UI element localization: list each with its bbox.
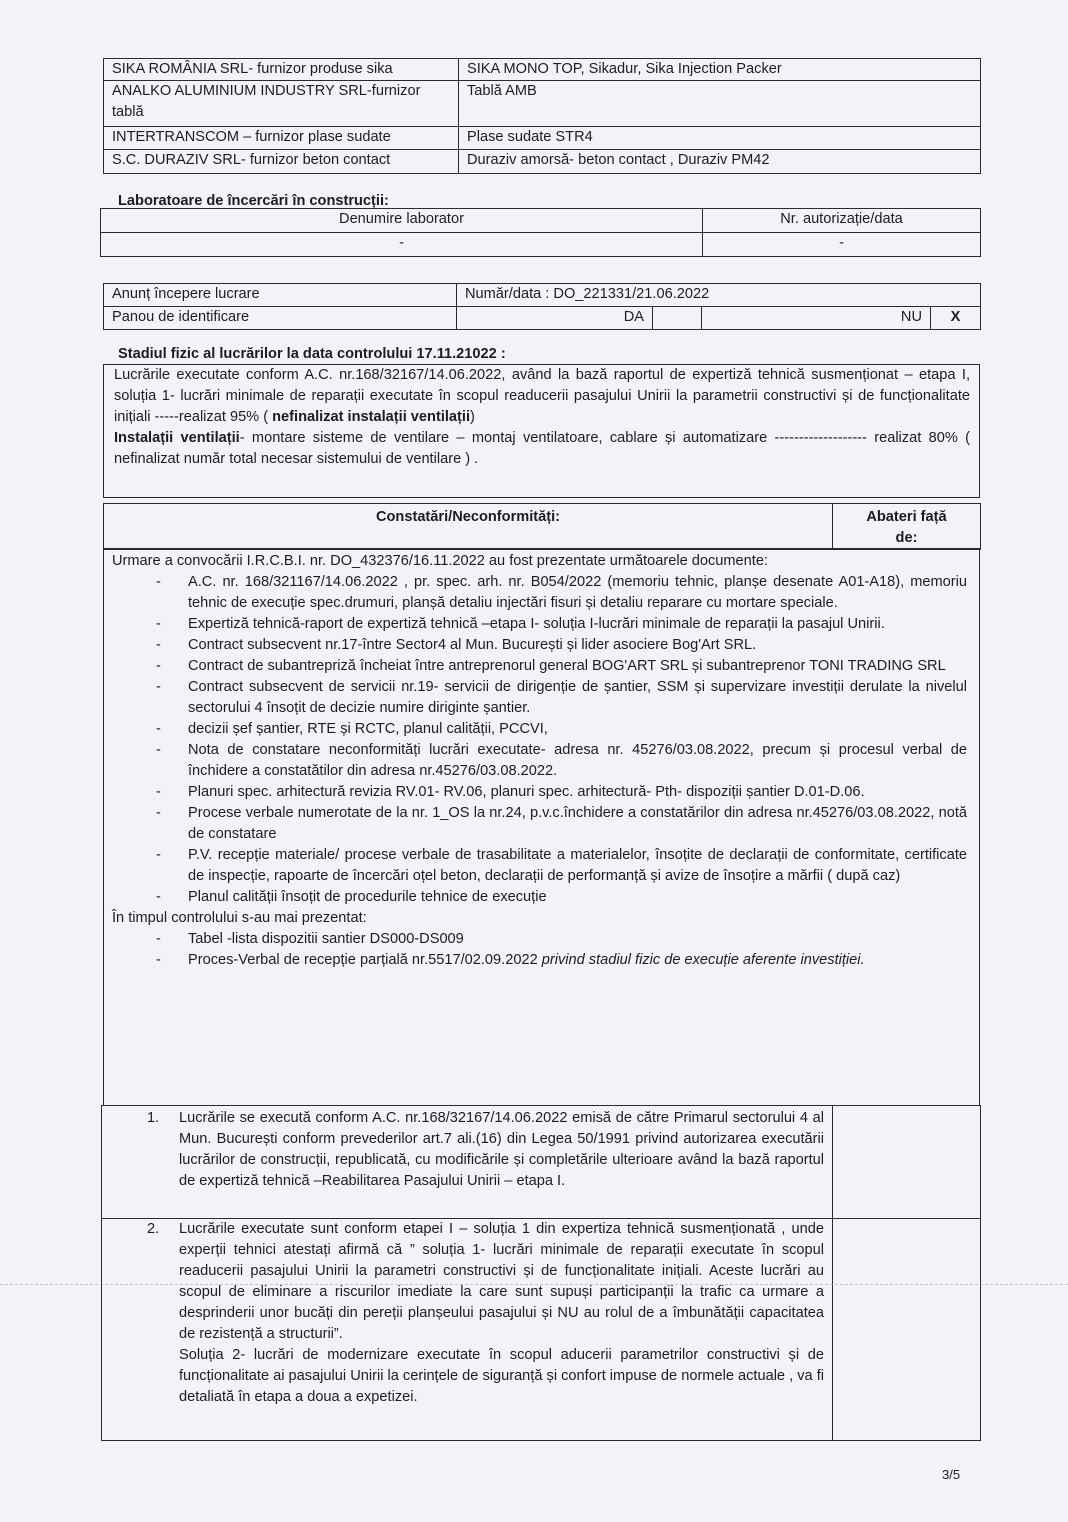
supplier-product: Plase sudate STR4 xyxy=(459,127,981,150)
lab-auth-value: - xyxy=(703,233,981,257)
panel-nu-label: NU xyxy=(702,307,931,330)
extra-documents-list xyxy=(112,929,967,971)
finding-item-body xyxy=(110,1108,824,1192)
supplier-row xyxy=(104,81,981,127)
list-item: - Planuri spec. arhitectură revizia RV.01- RV.06, planuri spec. arhitectură- Pth- dispoziții șantier D.01-D.06. xyxy=(188,782,967,803)
status-heading: Stadiul fizic al lucrărilor la data controlului 17.11.21022 : xyxy=(118,346,506,362)
supplier-row xyxy=(104,150,981,174)
ventilation-text: - montare sisteme de ventilare – montaj ventilatoare, cablare și automatizare ------------------- realizat 80% ( nefinalizat număr total necesar sistemului de ventilare ) . xyxy=(114,430,970,467)
ventilation-label: Instalații ventilații xyxy=(114,430,240,446)
item-deviation-cell xyxy=(833,1219,981,1441)
partial-reception-text: Proces-Verbal de recepție parțială nr.5517/02.09.2022 xyxy=(188,952,542,968)
announce-value: Număr/data : DO_221331/21.06.2022 xyxy=(457,284,981,307)
list-item xyxy=(188,950,967,971)
list-item: - Expertiză tehnică-raport de expertiză tehnică –etapa I- soluția I-lucrări minimale de reparații la pasajul Unirii. xyxy=(188,614,967,635)
finding-item-1 xyxy=(102,1106,833,1219)
labs-heading: Laboratoare de încercări în construcții: xyxy=(118,193,389,209)
list-item: - Procese verbale numerotate de la nr. 1_OS la nr.24, p.v.c.închidere a constatărilor din adresa nr.45276/03.08.2022, notă de constatare xyxy=(188,803,967,845)
status-text: Lucrările executate conform A.C. nr.168/32167/14.06.2022, având la bază raportul de expertiză tehnică susmenționat – etapa I, soluția 1- lucrări minimale de reparații executate în scopul readucerii pasajului Unirii la parametrii constructivi și de funcționalitate inițiali -----realizat 95% ( xyxy=(114,367,970,425)
announce-row xyxy=(104,284,981,307)
list-item: - Contract subsecvent nr.17-între Sector4 al Mun. București și lider asociere Bog'Art SRL. xyxy=(188,635,967,656)
documents-list xyxy=(112,572,967,908)
table-row xyxy=(102,1219,981,1441)
partial-reception-italic: privind stadiul fizic de execuție aferente investiției. xyxy=(541,952,865,968)
status-text-end: ) xyxy=(470,409,475,425)
panel-nu-checkbox[interactable]: X xyxy=(931,307,981,330)
list-item: - Contract subsecvent de servicii nr.19- servicii de dirigenție de șantier, SSM și supervizare investiții derulate la nivelul sectorului 4 însoțit de decizie numire diriginte șantier. xyxy=(188,677,967,719)
supplier-name: S.C. DURAZIV SRL- furnizor beton contact xyxy=(104,150,459,174)
status-box xyxy=(103,364,980,498)
announce-label: Anunț începere lucrare xyxy=(104,284,457,307)
panel-label: Panou de identificare xyxy=(104,307,457,330)
item-number: 2. xyxy=(147,1221,160,1237)
findings-items-table xyxy=(101,1105,981,1441)
list-item: - A.C. nr. 168/321167/14.06.2022 , pr. spec. arh. nr. B054/2022 (memoriu tehnic, planșe desenate A01-A18), memoriu tehnic de execuție spec.drumuri, planșă detaliu injectări fisuri și detaliu reparare cu mortare speciale. xyxy=(188,572,967,614)
supplier-name: ANALKO ALUMINIUM INDUSTRY SRL-furnizor tablă xyxy=(104,81,459,127)
status-paragraph-1 xyxy=(114,365,970,428)
during-control-label: În timpul controlului s-au mai prezentat: xyxy=(112,910,367,926)
findings-body xyxy=(103,548,980,1106)
supplier-name: SIKA ROMÂNIA SRL- furnizor produse sika xyxy=(104,59,459,81)
item-number: 1. xyxy=(147,1110,160,1126)
status-unfinished-note: nefinalizat instalații ventilații xyxy=(272,409,471,425)
findings-header-row xyxy=(104,504,981,550)
findings-intro: Urmare a convocării I.R.C.B.I. nr. DO_432376/16.11.2022 au fost prezentate următoarele documente: xyxy=(112,553,768,569)
list-item: - Contract de subantrepriză încheiat între antreprenorul general BOG'ART SRL și subantreprenor TONI TRADING SRL xyxy=(188,656,967,677)
lab-auth-header: Nr. autorizație/data xyxy=(703,209,981,233)
announce-table xyxy=(103,283,981,330)
supplier-name: INTERTRANSCOM – furnizor plase sudate xyxy=(104,127,459,150)
supplier-product: Tablă AMB xyxy=(459,81,981,127)
list-item: - decizii șef șantier, RTE și RCTC, planul calității, PCCVI, xyxy=(188,719,967,740)
suppliers-table xyxy=(103,58,981,174)
panel-row xyxy=(104,307,981,330)
status-paragraph-2 xyxy=(114,428,970,470)
item-text-second: Soluția 2- lucrări de modernizare executate în scopul aducerii parametrilor constructivi și de funcționalitate ai pasajului Unirii la cerințele de siguranță și confort impuse de normele actuale , va fi detaliată în etapa a doua a expetizei. xyxy=(179,1347,824,1405)
findings-title: Constatări/Neconformități: xyxy=(104,504,833,550)
list-item: - Tabel -lista dispozitii santier DS000-DS009 xyxy=(188,929,967,950)
lab-name-header: Denumire laborator xyxy=(101,209,703,233)
item-deviation-cell xyxy=(833,1106,981,1219)
labs-header-row xyxy=(101,209,981,233)
labs-table xyxy=(100,208,981,257)
findings-header-table xyxy=(103,503,981,550)
list-item: - P.V. recepție materiale/ procese verbale de trasabilitate a materialelor, însoțite de declarații de conformitate, certificate de inspecție, rapoarte de încercări oțel beton, declarații de performanță și avize de însoțire a mărfii ( după caz) xyxy=(188,845,967,887)
item-text: Lucrările executate sunt conform etapei I – soluția 1 din expertiza tehnică susmenționată , unde experții tehnici atestați afirmă că ” soluția 1- lucrări minimale de reparații executate în scopul readucerii pasajului Unirii la parametri constructivi și de funcționalitate inițiali. Aceste lucrări au scopul de eliminare a riscurilor imediate la care sunt supuși participanții la trafic ca urmare a desprinderii unor bucăți din pereții planșeului pasajului și NU au rolul de a îmbunătății capacitatea de rezistență a structurii”. xyxy=(179,1221,824,1342)
paper-fold-line xyxy=(0,1284,1068,1285)
labs-row xyxy=(101,233,981,257)
lab-name-value: - xyxy=(101,233,703,257)
supplier-row xyxy=(104,127,981,150)
finding-item-2 xyxy=(102,1219,833,1441)
supplier-product: Duraziv amorsă- beton contact , Duraziv PM42 xyxy=(459,150,981,174)
list-item: - Planul calității însoțit de procedurile tehnice de execuție xyxy=(188,887,967,908)
table-row xyxy=(102,1106,981,1219)
deviation-header: Abateri față de: xyxy=(833,504,981,550)
item-text: Lucrările se execută conform A.C. nr.168/32167/14.06.2022 emisă de către Primarul sectorului 4 al Mun. București conform prevederilor art.7 ali.(16) din Legea 50/1991 privind autorizarea executării lucrărilor de construcții, republicată, cu modificările și completările ulterioare având la bază raportul de expertiză tehnică –Reabilitarea Pasajului Unirii – etapa I. xyxy=(179,1110,824,1189)
page-number: 3/5 xyxy=(942,1467,961,1482)
panel-da-checkbox[interactable] xyxy=(653,307,702,330)
supplier-row xyxy=(104,59,981,81)
finding-item-body xyxy=(110,1219,824,1408)
supplier-product: SIKA MONO TOP, Sikadur, Sika Injection Packer xyxy=(459,59,981,81)
panel-da-label: DA xyxy=(457,307,653,330)
list-item: - Nota de constatare neconformități lucrări executate- adresa nr. 45276/03.08.2022, precum și procesul verbal de închidere a constatătilor din adresa nr.45276/03.08.2022. xyxy=(188,740,967,782)
